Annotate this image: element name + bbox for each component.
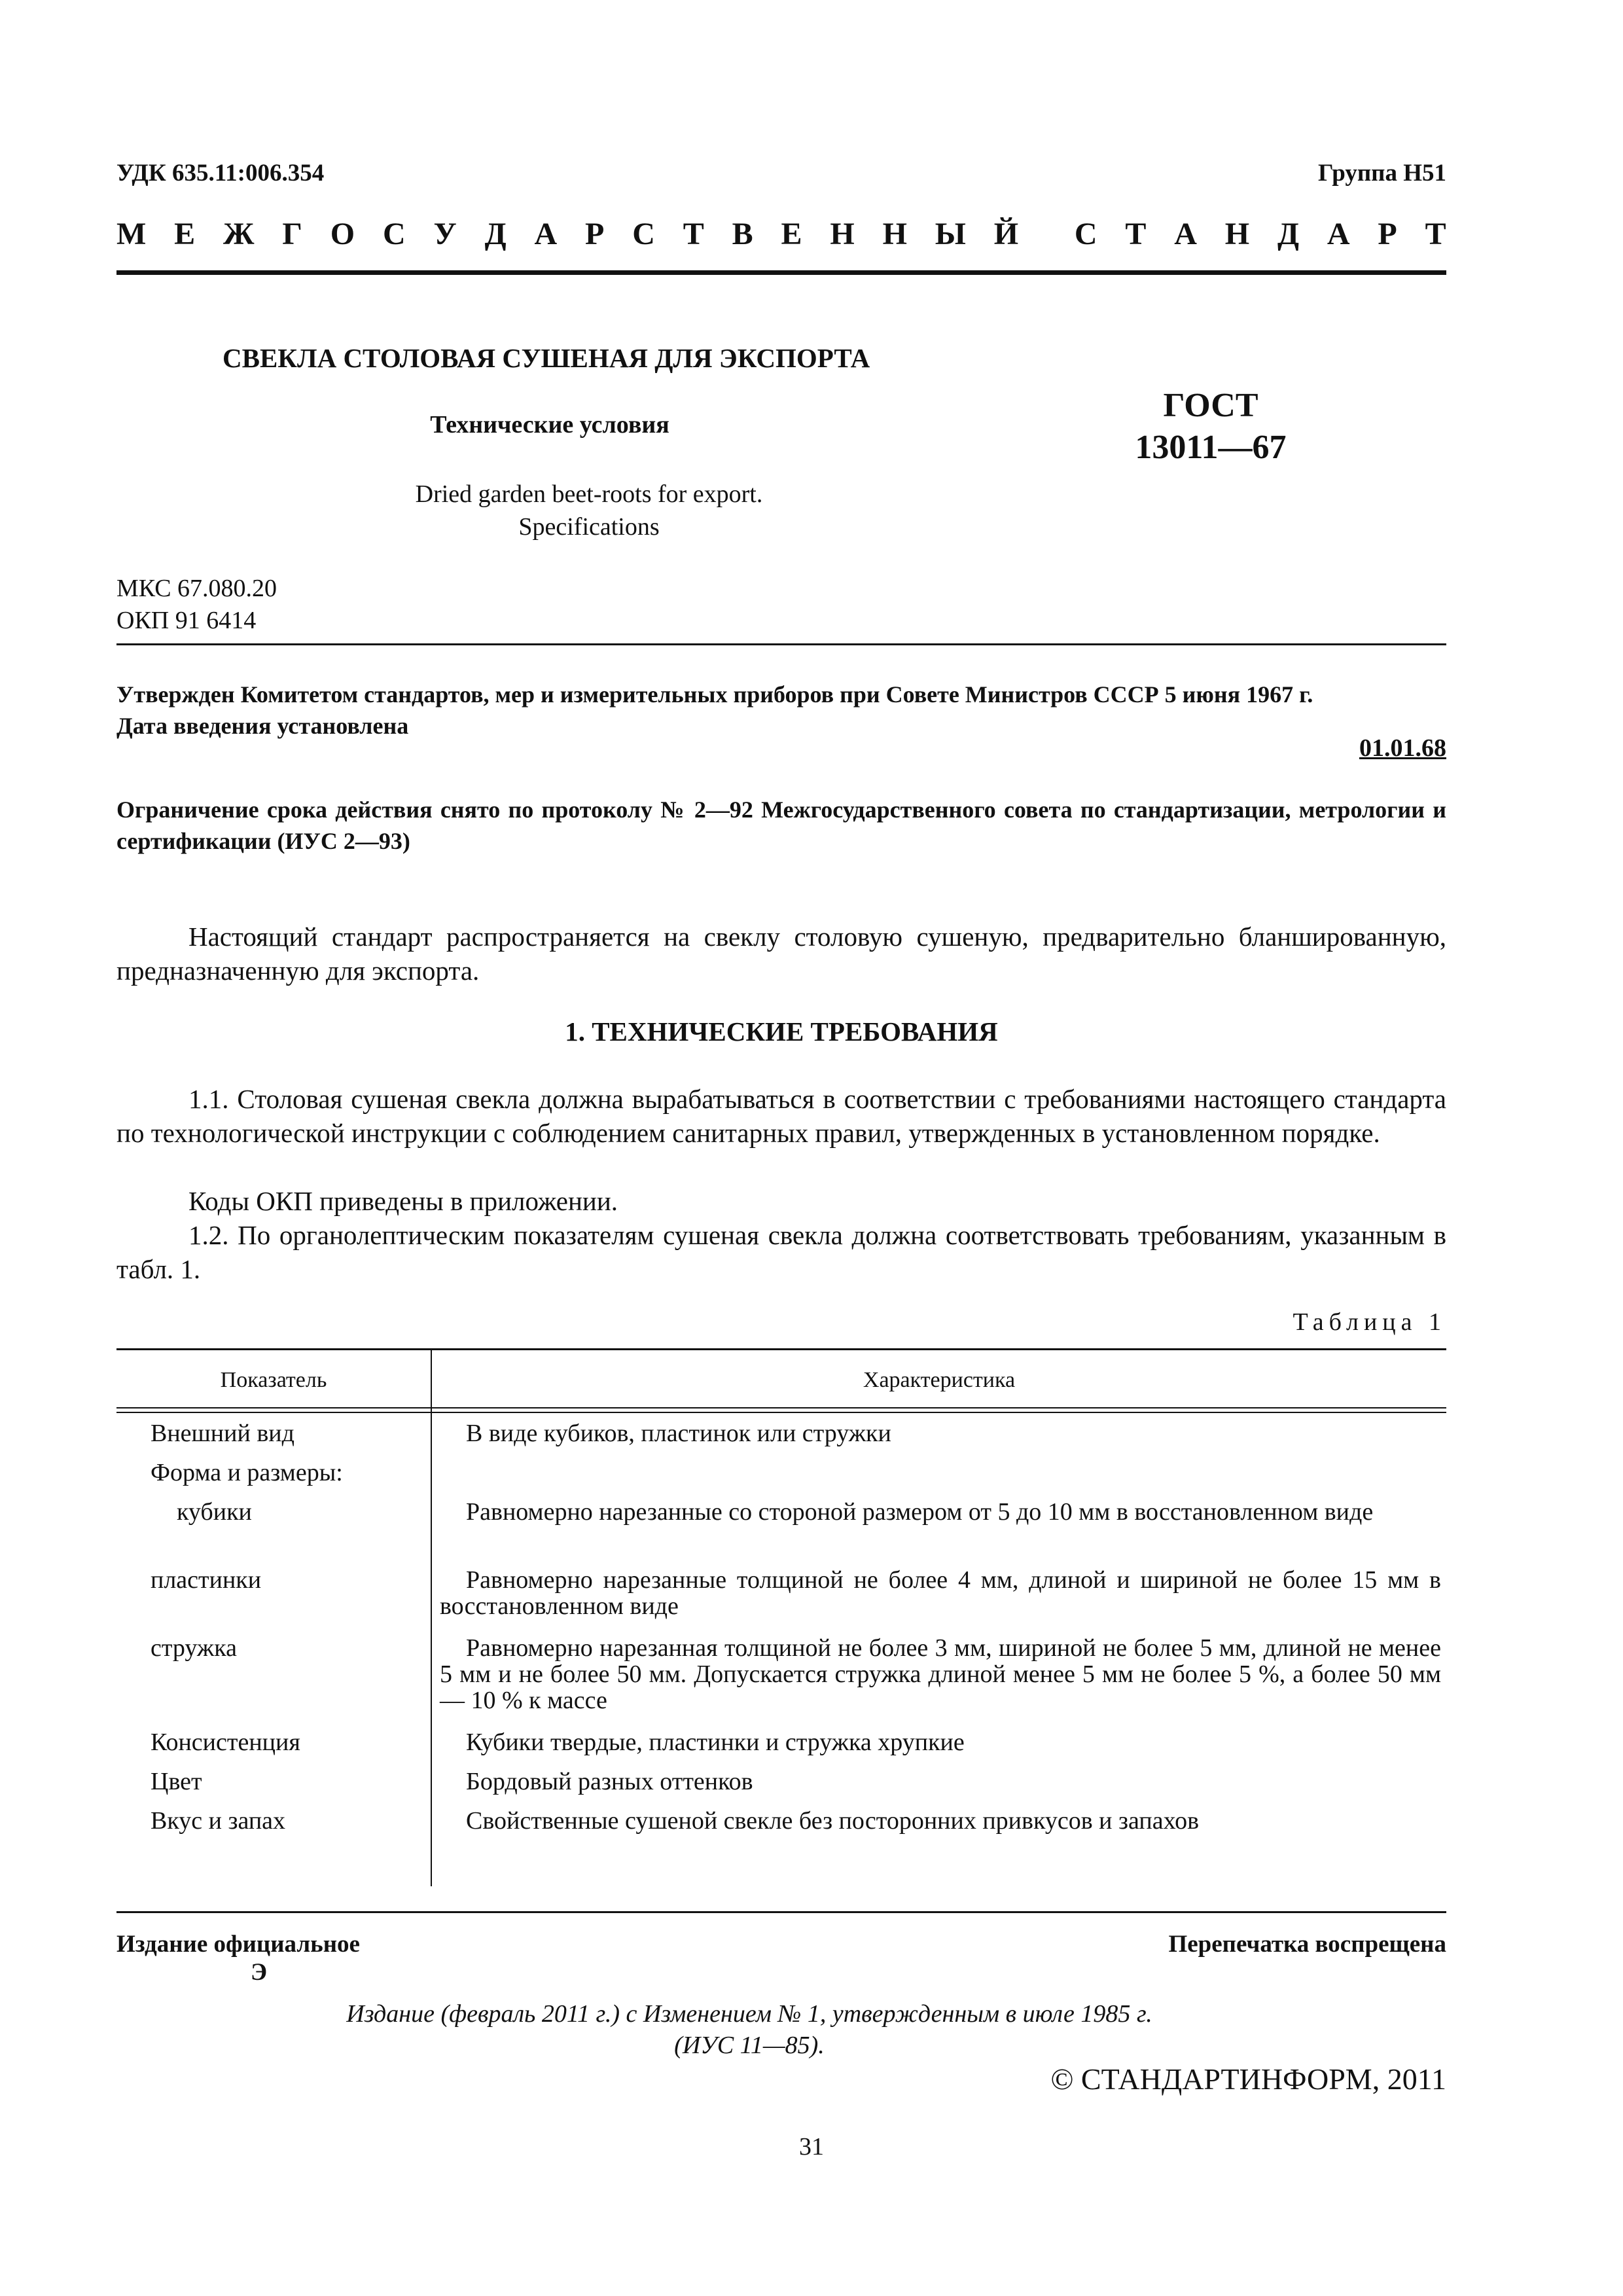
heading-letter: Й — [993, 217, 1019, 251]
table-row-value: Равномерно нарезанная толщиной не более 3 мм, шириной не более 5 мм, длиной не менее 5 мм и не более 50 мм. Допускается стружка длиной менее 5 мм не более 5 %, а более 50 мм — 10 % к массе — [440, 1634, 1441, 1714]
heading-letter: Р — [1378, 217, 1397, 251]
table-top-rule — [116, 1348, 1446, 1350]
reprint-notice: Перепечатка воспрещена — [1168, 1931, 1446, 1958]
paragraph-1-1: 1.1. Столовая сушеная свекла должна вырабатываться в соответствии с требованиями настоящего стандарта по технологической инструкции с соблюдением санитарных правил, утвержденных в установленном порядке. — [116, 1084, 1446, 1148]
header-rule — [116, 270, 1446, 275]
document-title: СВЕКЛА СТОЛОВАЯ СУШЕНАЯ ДЛЯ ЭКСПОРТА — [223, 343, 870, 373]
heading-letter: Е — [781, 217, 802, 251]
gost-label: ГОСТ — [1163, 387, 1258, 424]
classification-codes — [116, 573, 277, 637]
heading-letter: Т — [1425, 217, 1446, 251]
table-row-name: пластинки — [151, 1566, 262, 1594]
table-header-rule — [116, 1407, 1446, 1408]
heading-letter: Т — [683, 217, 704, 251]
standard-type-heading — [116, 216, 1446, 252]
heading-letter: С — [382, 217, 406, 251]
limitation-note: Ограничение срока действия снято по протоколу № 2—92 Межгосударственного совета по стандартизации, метрологии и сертификации (ИУС 2—93) — [116, 797, 1446, 854]
heading-letter: Г — [282, 217, 302, 251]
effective-date-label: Дата введения установлена — [116, 713, 409, 739]
page-number: 31 — [799, 2133, 824, 2161]
heading-letter: А — [1327, 217, 1350, 251]
table-row-name: Цвет — [151, 1768, 202, 1795]
table-row-name: стружка — [151, 1634, 237, 1662]
title-rule — [116, 643, 1446, 645]
heading-letter: А — [534, 217, 558, 251]
heading-letter: Т — [1125, 217, 1147, 251]
english-title-line1: Dried garden beet-roots for export. — [415, 480, 763, 508]
table-header-rule-double — [116, 1412, 1446, 1413]
table-header-indicator: Показатель — [220, 1368, 327, 1392]
table-caption: Таблица 1 — [1293, 1308, 1446, 1336]
group-code: Группа Н51 — [1318, 160, 1446, 187]
heading-letter: М — [116, 217, 147, 251]
heading-letter: С — [632, 217, 655, 251]
table-row-value: Равномерно нарезанные со стороной размером от 5 до 10 мм в восстановленном виде — [466, 1498, 1374, 1526]
heading-letter: Ы — [935, 217, 966, 251]
heading-letter: Д — [484, 217, 507, 251]
effective-date: 01.01.68 — [1359, 734, 1446, 762]
mks-code: МКС 67.080.20 — [116, 575, 277, 602]
heading-letter: Н — [1224, 217, 1250, 251]
table-row-value: В виде кубиков, пластинок или стружки — [466, 1420, 891, 1447]
gost-number: 13011—67 — [1135, 429, 1287, 466]
heading-letter: Н — [882, 217, 907, 251]
table-row-value: Кубики твердые, пластинки и стружка хрупкие — [466, 1729, 965, 1756]
table-row-name: Вкус и запах — [151, 1807, 286, 1835]
approval-block — [116, 679, 1446, 742]
heading-letter: А — [1174, 217, 1197, 251]
table-row-value: Равномерно нарезанные толщиной не более 4 мм, длиной и шириной не более 15 мм в восстановленном виде — [440, 1566, 1441, 1620]
heading-letter: У — [433, 217, 457, 251]
heading-letter: В — [732, 217, 753, 251]
gost-designation — [1073, 385, 1348, 469]
document-subtitle: Технические условия — [430, 411, 669, 439]
intro-paragraph: Настоящий стандарт распространяется на свеклу столовую сушеную, предварительно бланшированную, предназначенную для экспорта. — [116, 922, 1446, 986]
official-edition — [116, 1930, 360, 1986]
edition-mark: Э — [251, 1959, 268, 1986]
heading-letter: Д — [1277, 217, 1300, 251]
heading-letter: Р — [585, 217, 605, 251]
okp-code: ОКП 91 6414 — [116, 607, 257, 634]
approval-line: Утвержден Комитетом стандартов, мер и измерительных приборов при Совете Министров СССР 5 июня 1967 г. — [116, 681, 1313, 708]
table-row-name: Форма и размеры: — [151, 1459, 343, 1486]
table-column-divider — [431, 1350, 432, 1886]
udk-code: УДК 635.11:006.354 — [116, 160, 325, 187]
english-title — [353, 478, 825, 543]
footer-rule — [116, 1911, 1446, 1913]
english-title-line2: Specifications — [518, 513, 660, 541]
table-row-value: Бордовый разных оттенков — [466, 1768, 753, 1795]
heading-letter: Н — [830, 217, 855, 251]
official-edition-label: Издание официальное — [116, 1931, 360, 1958]
heading-letter: Ж — [223, 217, 255, 251]
heading-letter: Е — [174, 217, 196, 251]
edition-note-line2: (ИУС 11—85). — [674, 2032, 825, 2059]
edition-note-line1: Издание (февраль 2011 г.) с Изменением № 1, утвержденным в июле 1985 г. — [346, 2000, 1152, 2028]
table-row-value: Свойственные сушеной свекле без посторонних привкусов и запахов — [466, 1807, 1200, 1835]
table-row-name: Консистенция — [151, 1729, 300, 1756]
paragraph-1-2: 1.2. По органолептическим показателям сушеная свекла должна соответствовать требованиям, указанным в табл. 1. — [116, 1220, 1446, 1284]
edition-note — [262, 1998, 1237, 2061]
heading-letter: С — [1074, 217, 1097, 251]
table-row-name: кубики — [177, 1498, 252, 1526]
heading-letter: О — [330, 217, 355, 251]
copyright: © СТАНДАРТИНФОРМ, 2011 — [1050, 2062, 1446, 2096]
table-header-characteristic: Характеристика — [863, 1368, 1016, 1392]
table-row-name: Внешний вид — [151, 1420, 294, 1447]
paragraph-okp-codes: Коды ОКП приведены в приложении. — [188, 1186, 618, 1216]
section-heading: 1. ТЕХНИЧЕСКИЕ ТРЕБОВАНИЯ — [565, 1016, 998, 1047]
